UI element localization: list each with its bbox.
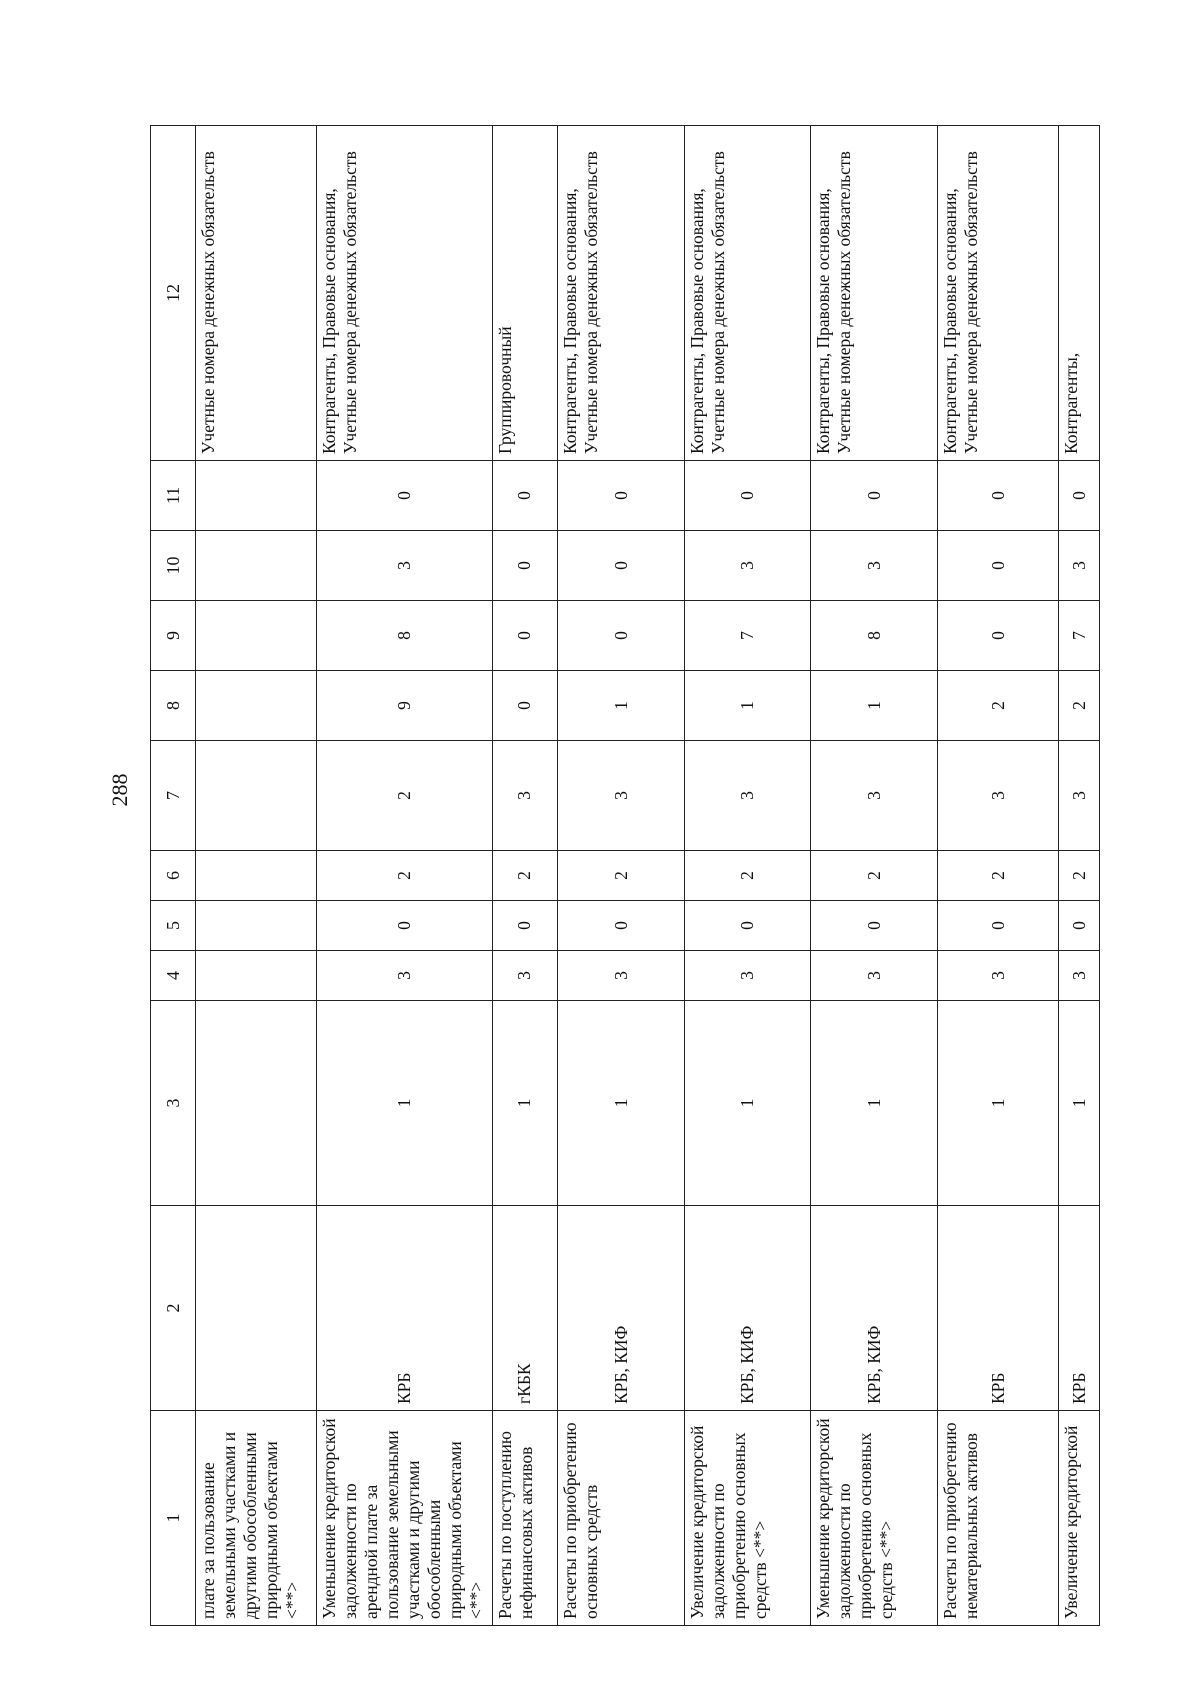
table-row [937, 126, 1058, 1626]
table-cell-col-10 [196, 531, 317, 601]
table-cell-col-9: 7 [1059, 601, 1100, 671]
column-header: 8 [151, 671, 196, 741]
table-row [196, 126, 317, 1626]
table-cell-col-11: 0 [1059, 461, 1100, 531]
table-cell-col-12: Контрагенты, Правовые основания, Учетные номера денежных обязательств [937, 126, 1058, 461]
table-cell-col-5: 0 [684, 901, 811, 951]
table-cell-col-2: КРБ, КИФ [811, 1206, 938, 1411]
table-cell-col-8: 9 [317, 671, 492, 741]
table-cell-col-2 [196, 1206, 317, 1411]
table-cell-col-7: 3 [684, 741, 811, 851]
table-cell-col-1: Расчеты по приобретению нематериальных активов [937, 1411, 1058, 1626]
table-cell-col-3: 1 [492, 1001, 558, 1206]
table-cell-col-9: 0 [492, 601, 558, 671]
table-cell-col-1: Расчеты по приобретению основных средств [558, 1411, 685, 1626]
table-cell-col-10: 0 [937, 531, 1058, 601]
table-cell-col-11: 0 [811, 461, 938, 531]
header-row [151, 126, 196, 1626]
table-cell-col-12: Контрагенты, Правовые основания, Учетные номера денежных обязательств [684, 126, 811, 461]
table-cell-col-8 [196, 671, 317, 741]
table-cell-col-9: 7 [684, 601, 811, 671]
table-cell-col-9: 8 [317, 601, 492, 671]
table-cell-col-8: 2 [1059, 671, 1100, 741]
table-cell-col-3: 1 [937, 1001, 1058, 1206]
table-cell-col-10: 0 [492, 531, 558, 601]
table-cell-col-7: 3 [937, 741, 1058, 851]
table-cell-col-2: КРБ, КИФ [558, 1206, 685, 1411]
table-row [317, 126, 492, 1626]
column-header: 12 [151, 126, 196, 461]
column-header: 2 [151, 1206, 196, 1411]
table-cell-col-4 [196, 951, 317, 1001]
table-cell-col-7: 3 [1059, 741, 1100, 851]
table-cell-col-10: 3 [811, 531, 938, 601]
table-cell-col-10: 3 [1059, 531, 1100, 601]
table-cell-col-5: 0 [811, 901, 938, 951]
column-header: 6 [151, 851, 196, 901]
rotated-table-container [150, 126, 1100, 1626]
table-cell-col-1: Увеличение кредиторской задолженности по приобретению основных средств <**> [684, 1411, 811, 1626]
table-cell-col-3: 1 [1059, 1001, 1100, 1206]
accounts-table [150, 125, 1100, 1626]
table-row [492, 126, 558, 1626]
table-cell-col-9: 0 [937, 601, 1058, 671]
table-cell-col-10: 0 [558, 531, 685, 601]
table-cell-col-6: 2 [1059, 851, 1100, 901]
table-cell-col-4: 3 [558, 951, 685, 1001]
table-cell-col-2: КРБ [1059, 1206, 1100, 1411]
column-header: 11 [151, 461, 196, 531]
table-cell-col-4: 3 [684, 951, 811, 1001]
table-cell-col-6: 2 [492, 851, 558, 901]
column-header: 4 [151, 951, 196, 1001]
table-cell-col-5: 0 [492, 901, 558, 951]
table-cell-col-12: Группировочный [492, 126, 558, 461]
table-cell-col-7: 2 [317, 741, 492, 851]
column-header: 1 [151, 1411, 196, 1626]
column-header: 7 [151, 741, 196, 851]
table-cell-col-11: 0 [937, 461, 1058, 531]
table-cell-col-4: 3 [317, 951, 492, 1001]
table-cell-col-6: 2 [558, 851, 685, 901]
table-cell-col-4: 3 [492, 951, 558, 1001]
table-cell-col-9 [196, 601, 317, 671]
table-cell-col-2: гКБК [492, 1206, 558, 1411]
table-cell-col-9: 0 [558, 601, 685, 671]
table-cell-col-12: Контрагенты, Правовые основания, Учетные номера денежных обязательств [811, 126, 938, 461]
table-cell-col-2: КРБ, КИФ [684, 1206, 811, 1411]
table-cell-col-5 [196, 901, 317, 951]
table-cell-col-3: 1 [811, 1001, 938, 1206]
table-cell-col-11 [196, 461, 317, 531]
column-header: 10 [151, 531, 196, 601]
column-header: 5 [151, 901, 196, 951]
column-header: 3 [151, 1001, 196, 1206]
table-cell-col-6: 2 [317, 851, 492, 901]
table-cell-col-10: 3 [317, 531, 492, 601]
table-cell-col-12: Контрагенты, Правовые основания, Учетные номера денежных обязательств [558, 126, 685, 461]
table-cell-col-9: 8 [811, 601, 938, 671]
table-cell-col-12: Учетные номера денежных обязательств [196, 126, 317, 461]
table-cell-col-8: 1 [811, 671, 938, 741]
table-cell-col-8: 1 [684, 671, 811, 741]
table-cell-col-3: 1 [558, 1001, 685, 1206]
table-cell-col-1: плате за пользование земельными участками и другими обособленными природными объектами <**> [196, 1411, 317, 1626]
table-cell-col-3 [196, 1001, 317, 1206]
table-cell-col-4: 3 [1059, 951, 1100, 1001]
page-number: 288 [107, 773, 132, 807]
table-cell-col-2: КРБ [317, 1206, 492, 1411]
table-row [684, 126, 811, 1626]
table-cell-col-10: 3 [684, 531, 811, 601]
table-cell-col-5: 0 [1059, 901, 1100, 951]
table-cell-col-1: Уменьшение кредиторской задолженности по приобретению основных средств <**> [811, 1411, 938, 1626]
table-cell-col-5: 0 [937, 901, 1058, 951]
table-cell-col-7: 3 [811, 741, 938, 851]
table-body [196, 126, 1100, 1626]
table-cell-col-5: 0 [558, 901, 685, 951]
table-cell-col-6 [196, 851, 317, 901]
table-cell-col-1: Расчеты по поступлению нефинансовых активов [492, 1411, 558, 1626]
table-cell-col-2: КРБ [937, 1206, 1058, 1411]
table-cell-col-6: 2 [937, 851, 1058, 901]
table-cell-col-1: Увеличение кредиторской [1059, 1411, 1100, 1626]
table-cell-col-4: 3 [811, 951, 938, 1001]
table-row [1059, 126, 1100, 1626]
table-cell-col-5: 0 [317, 901, 492, 951]
table-row [558, 126, 685, 1626]
table-cell-col-7: 3 [558, 741, 685, 851]
table-cell-col-11: 0 [558, 461, 685, 531]
table-cell-col-6: 2 [811, 851, 938, 901]
table-cell-col-4: 3 [937, 951, 1058, 1001]
table-cell-col-1: Уменьшение кредиторской задолженности по арендной плате за пользование земельными участками и другими обособленными природными объектами <**> [317, 1411, 492, 1626]
table-cell-col-3: 1 [317, 1001, 492, 1206]
table-cell-col-11: 0 [492, 461, 558, 531]
table-cell-col-12: Контрагенты, Правовые основания, Учетные номера денежных обязательств [317, 126, 492, 461]
table-row [811, 126, 938, 1626]
table-cell-col-11: 0 [317, 461, 492, 531]
table-cell-col-8: 2 [937, 671, 1058, 741]
column-header: 9 [151, 601, 196, 671]
table-cell-col-12: Контрагенты, [1059, 126, 1100, 461]
table-cell-col-7 [196, 741, 317, 851]
table-cell-col-8: 0 [492, 671, 558, 741]
table-cell-col-11: 0 [684, 461, 811, 531]
table-cell-col-3: 1 [684, 1001, 811, 1206]
table-cell-col-7: 3 [492, 741, 558, 851]
table-cell-col-6: 2 [684, 851, 811, 901]
table-cell-col-8: 1 [558, 671, 685, 741]
